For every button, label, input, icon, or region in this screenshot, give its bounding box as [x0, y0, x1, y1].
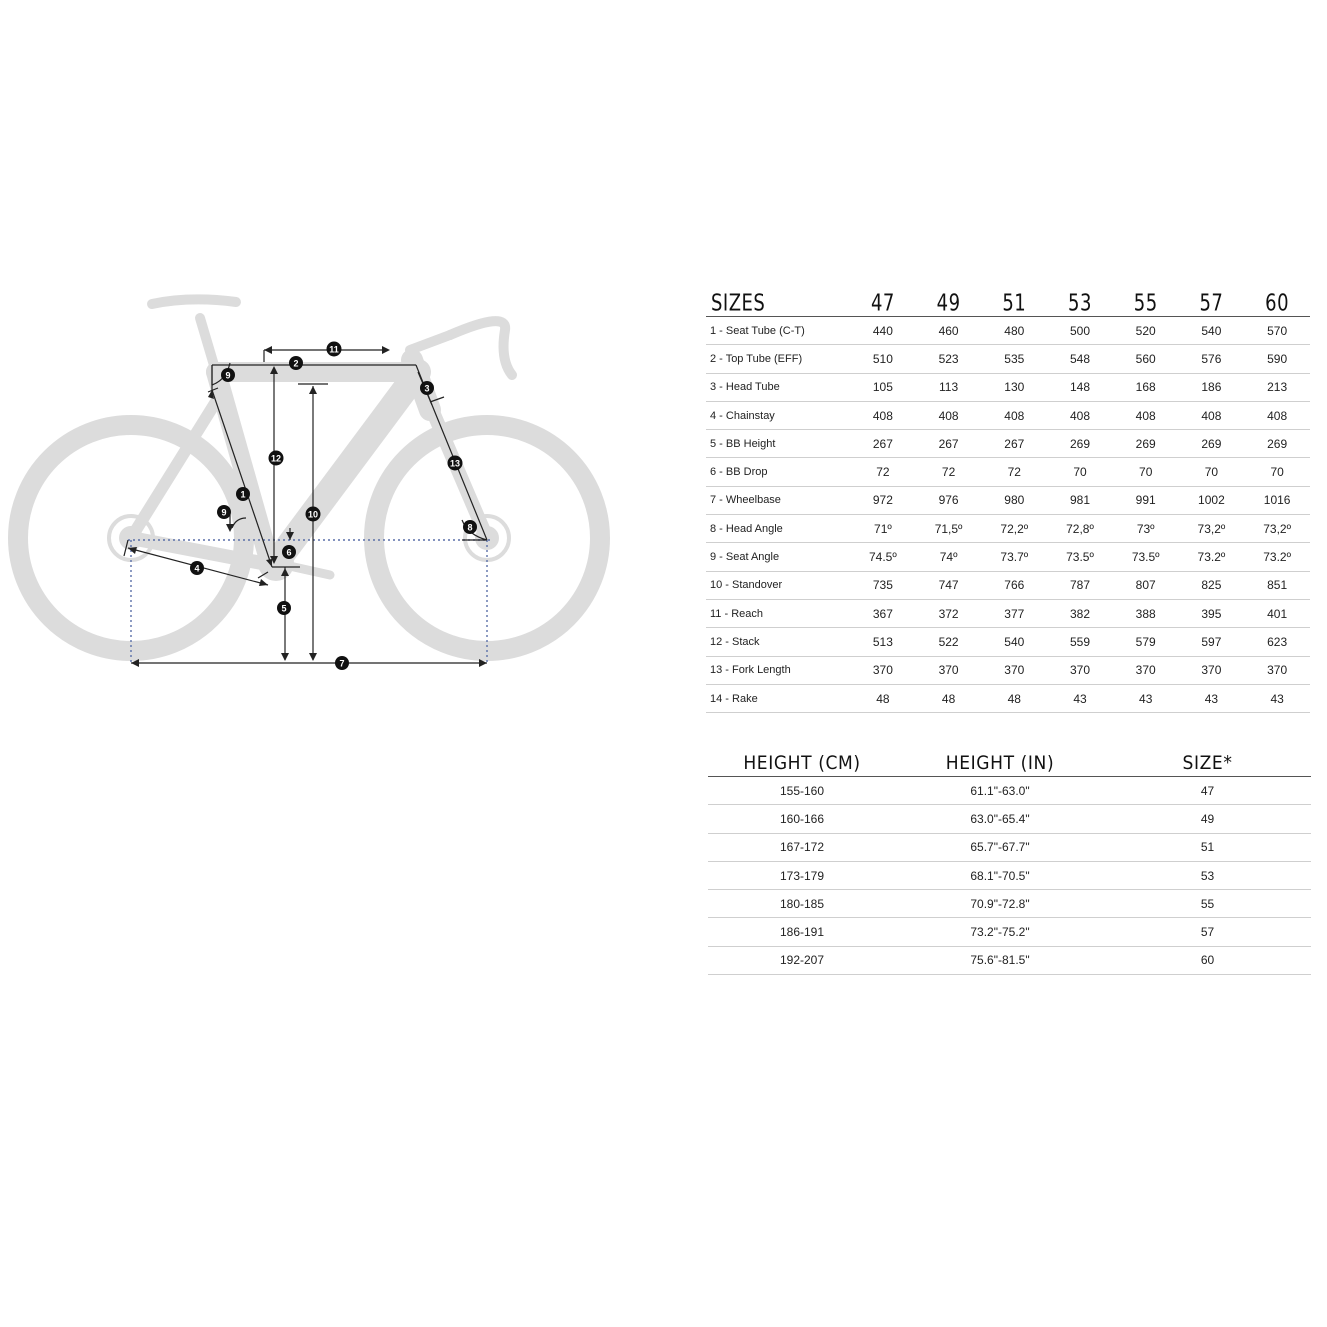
svg-text:3: 3	[424, 383, 430, 394]
measurement-value: 48	[850, 684, 916, 712]
height-in-header: HEIGHT (IN)	[896, 746, 1104, 777]
measurement-value: 267	[981, 430, 1047, 458]
badge-3	[420, 381, 434, 395]
measurement-label: 3 - Head Tube	[706, 373, 850, 401]
badge-6	[282, 545, 296, 559]
measurement-value: 401	[1244, 599, 1310, 627]
height-in-cell: 65.7"-67.7"	[896, 833, 1104, 861]
size-header: 51	[981, 282, 1047, 319]
measurement-value: 130	[981, 373, 1047, 401]
measurement-value: 408	[1113, 401, 1179, 429]
height-cm-cell: 186-191	[708, 918, 896, 946]
svg-text:9: 9	[225, 370, 231, 381]
table-row	[708, 805, 1311, 833]
height-size-table	[708, 746, 1311, 975]
height-header-row	[708, 746, 1311, 777]
svg-text:2: 2	[293, 358, 299, 369]
measurement-value: 269	[1113, 430, 1179, 458]
measurement-value: 267	[850, 430, 916, 458]
measurement-value: 370	[1244, 656, 1310, 684]
measurement-value: 807	[1113, 571, 1179, 599]
svg-text:6: 6	[286, 547, 292, 558]
badge-8	[463, 520, 477, 534]
size-cell: 55	[1104, 890, 1311, 918]
table-row	[706, 656, 1310, 684]
measurement-label: 12 - Stack	[706, 628, 850, 656]
size-cell: 60	[1104, 946, 1311, 974]
measurement-value: 825	[1179, 571, 1245, 599]
sizes-header: SIZES	[706, 282, 850, 319]
measurement-value: 73.5º	[1113, 543, 1179, 571]
measurement-value: 43	[1244, 684, 1310, 712]
size-header: 47	[850, 282, 916, 319]
measurement-value: 500	[1047, 317, 1113, 345]
table-row	[708, 946, 1311, 974]
table-row	[706, 571, 1310, 599]
measurement-value: 372	[916, 599, 982, 627]
handlebar	[450, 321, 512, 375]
measurement-value: 408	[1179, 401, 1245, 429]
table-row	[706, 373, 1310, 401]
measurement-value: 440	[850, 317, 916, 345]
badge-9-bottom	[217, 505, 231, 519]
measurement-value: 991	[1113, 486, 1179, 514]
size-header: 49	[916, 282, 982, 319]
measurement-value: 73.2º	[1179, 543, 1245, 571]
measurement-value: 576	[1179, 345, 1245, 373]
measurement-value: 269	[1047, 430, 1113, 458]
measurement-value: 71,5º	[916, 515, 982, 543]
height-in-cell: 75.6"-81.5"	[896, 946, 1104, 974]
size-cell: 57	[1104, 918, 1311, 946]
measurement-value: 597	[1179, 628, 1245, 656]
measurement-value: 548	[1047, 345, 1113, 373]
measurement-value: 73,2º	[1179, 515, 1245, 543]
height-in-cell: 68.1"-70.5"	[896, 861, 1104, 889]
measurement-label: 8 - Head Angle	[706, 515, 850, 543]
measurement-value: 73º	[1113, 515, 1179, 543]
svg-text:1: 1	[240, 489, 246, 500]
size-cell: 53	[1104, 861, 1311, 889]
table-row	[706, 345, 1310, 373]
height-cm-header: HEIGHT (CM)	[708, 746, 896, 777]
measurement-value: 71º	[850, 515, 916, 543]
measurement-label: 5 - BB Height	[706, 430, 850, 458]
height-cm-cell: 180-185	[708, 890, 896, 918]
badge-11	[327, 342, 342, 357]
badge-13	[448, 456, 463, 471]
measurement-value: 148	[1047, 373, 1113, 401]
size-cell: 47	[1104, 777, 1311, 805]
measurement-value: 972	[850, 486, 916, 514]
measurement-value: 570	[1244, 317, 1310, 345]
measurement-value: 70	[1244, 458, 1310, 486]
measurement-value: 735	[850, 571, 916, 599]
height-cm-cell: 160-166	[708, 805, 896, 833]
height-in-cell: 63.0"-65.4"	[896, 805, 1104, 833]
measurement-value: 74.5º	[850, 543, 916, 571]
measurement-value: 269	[1244, 430, 1310, 458]
measurement-value: 370	[916, 656, 982, 684]
measurement-value: 590	[1244, 345, 1310, 373]
measurement-value: 460	[916, 317, 982, 345]
size-header: 57	[1179, 282, 1245, 319]
measurement-value: 382	[1047, 599, 1113, 627]
measurement-value: 408	[916, 401, 982, 429]
measurement-value: 981	[1047, 486, 1113, 514]
height-cm-cell: 155-160	[708, 777, 896, 805]
measurement-value: 370	[850, 656, 916, 684]
svg-text:7: 7	[339, 658, 345, 669]
measurement-value: 559	[1047, 628, 1113, 656]
svg-text:4: 4	[194, 563, 200, 574]
table-row	[706, 317, 1310, 345]
measurement-value: 395	[1179, 599, 1245, 627]
bike-geometry-diagram	[0, 280, 640, 690]
measurement-label: 13 - Fork Length	[706, 656, 850, 684]
size-header: 53	[1047, 282, 1113, 319]
measurement-value: 43	[1113, 684, 1179, 712]
measurement-value: 535	[981, 345, 1047, 373]
bike-silhouette	[18, 299, 600, 651]
measurement-value: 851	[1244, 571, 1310, 599]
measurement-value: 408	[981, 401, 1047, 429]
measurement-value: 70	[1047, 458, 1113, 486]
measurement-value: 72	[916, 458, 982, 486]
table-row	[708, 777, 1311, 805]
measurement-value: 766	[981, 571, 1047, 599]
measurement-value: 787	[1047, 571, 1113, 599]
table-row	[708, 890, 1311, 918]
measurement-value: 72,2º	[981, 515, 1047, 543]
badge-5	[277, 601, 291, 615]
badge-2	[289, 356, 303, 370]
measurement-value: 540	[981, 628, 1047, 656]
svg-text:12: 12	[270, 453, 282, 464]
measurement-value: 105	[850, 373, 916, 401]
measurement-value: 522	[916, 628, 982, 656]
height-in-cell: 73.2"-75.2"	[896, 918, 1104, 946]
svg-text:11: 11	[329, 344, 339, 355]
measurement-value: 43	[1179, 684, 1245, 712]
measurement-label: 10 - Standover	[706, 571, 850, 599]
measurement-value: 269	[1179, 430, 1245, 458]
measurement-value: 72	[981, 458, 1047, 486]
height-cm-cell: 192-207	[708, 946, 896, 974]
measurement-value: 73.5º	[1047, 543, 1113, 571]
table-row	[706, 430, 1310, 458]
svg-text:10: 10	[307, 509, 319, 520]
measurement-value: 513	[850, 628, 916, 656]
geometry-header-row	[706, 284, 1310, 317]
measurement-label: 9 - Seat Angle	[706, 543, 850, 571]
measurement-value: 520	[1113, 317, 1179, 345]
measurement-value: 408	[1244, 401, 1310, 429]
measurement-value: 72,8º	[1047, 515, 1113, 543]
measurement-value: 73.7º	[981, 543, 1047, 571]
seatpost	[200, 318, 216, 372]
geometry-body	[706, 317, 1310, 713]
svg-text:8: 8	[467, 522, 473, 533]
measurement-value: 1016	[1244, 486, 1310, 514]
table-row	[708, 918, 1311, 946]
measurement-value: 370	[981, 656, 1047, 684]
measurement-value: 367	[850, 599, 916, 627]
height-cm-cell: 167-172	[708, 833, 896, 861]
geometry-table	[706, 284, 1310, 713]
measurement-value: 213	[1244, 373, 1310, 401]
saddle	[152, 299, 236, 304]
size-cell: 51	[1104, 833, 1311, 861]
measurement-value: 480	[981, 317, 1047, 345]
height-body	[708, 777, 1311, 975]
measurement-value: 540	[1179, 317, 1245, 345]
measurement-value: 408	[1047, 401, 1113, 429]
height-in-cell: 61.1"-63.0"	[896, 777, 1104, 805]
measurement-value: 113	[916, 373, 982, 401]
height-cm-cell: 173-179	[708, 861, 896, 889]
svg-text:5: 5	[281, 603, 287, 614]
stem	[410, 335, 450, 350]
table-row	[706, 628, 1310, 656]
size-cell: 49	[1104, 805, 1311, 833]
badge-1	[236, 487, 250, 501]
measurement-value: 980	[981, 486, 1047, 514]
size-recommendation-header: SIZE*	[1104, 746, 1311, 777]
table-row	[706, 599, 1310, 627]
measurement-value: 267	[916, 430, 982, 458]
table-row	[706, 684, 1310, 712]
badge-4	[190, 561, 204, 575]
badge-10	[306, 507, 321, 522]
measurement-value: 747	[916, 571, 982, 599]
measurement-label: 2 - Top Tube (EFF)	[706, 345, 850, 373]
size-header: 60	[1244, 282, 1310, 319]
measurement-value: 560	[1113, 345, 1179, 373]
measurement-value: 73.2º	[1244, 543, 1310, 571]
measurement-value: 523	[916, 345, 982, 373]
measurement-label: 14 - Rake	[706, 684, 850, 712]
measurement-value: 70	[1113, 458, 1179, 486]
measurement-value: 370	[1179, 656, 1245, 684]
measurement-value: 72	[850, 458, 916, 486]
measurement-value: 623	[1244, 628, 1310, 656]
measurement-label: 4 - Chainstay	[706, 401, 850, 429]
table-row	[706, 486, 1310, 514]
measurement-value: 73,2º	[1244, 515, 1310, 543]
measurement-value: 74º	[916, 543, 982, 571]
table-row	[706, 401, 1310, 429]
badge-12	[269, 451, 284, 466]
measurement-value: 976	[916, 486, 982, 514]
height-in-cell: 70.9"-72.8"	[896, 890, 1104, 918]
measurement-label: 6 - BB Drop	[706, 458, 850, 486]
table-row	[706, 458, 1310, 486]
size-header: 55	[1113, 282, 1179, 319]
svg-text:9: 9	[221, 507, 227, 518]
table-row	[708, 833, 1311, 861]
measurement-value: 377	[981, 599, 1047, 627]
measurement-value: 579	[1113, 628, 1179, 656]
measurement-value: 43	[1047, 684, 1113, 712]
measurement-value: 1002	[1179, 486, 1245, 514]
measurement-value: 388	[1113, 599, 1179, 627]
measurement-value: 370	[1047, 656, 1113, 684]
table-row	[708, 861, 1311, 889]
measurement-value: 70	[1179, 458, 1245, 486]
table-row	[706, 543, 1310, 571]
measurement-value: 168	[1113, 373, 1179, 401]
measurement-label: 11 - Reach	[706, 599, 850, 627]
measurement-value: 510	[850, 345, 916, 373]
table-row	[706, 515, 1310, 543]
measurement-value: 186	[1179, 373, 1245, 401]
svg-text:13: 13	[449, 458, 461, 469]
measurement-label: 7 - Wheelbase	[706, 486, 850, 514]
measurement-value: 48	[916, 684, 982, 712]
measurement-label: 1 - Seat Tube (C-T)	[706, 317, 850, 345]
measurement-value: 48	[981, 684, 1047, 712]
badge-7	[335, 656, 349, 670]
badge-9-top	[221, 368, 235, 382]
measurement-value: 408	[850, 401, 916, 429]
measurement-value: 370	[1113, 656, 1179, 684]
